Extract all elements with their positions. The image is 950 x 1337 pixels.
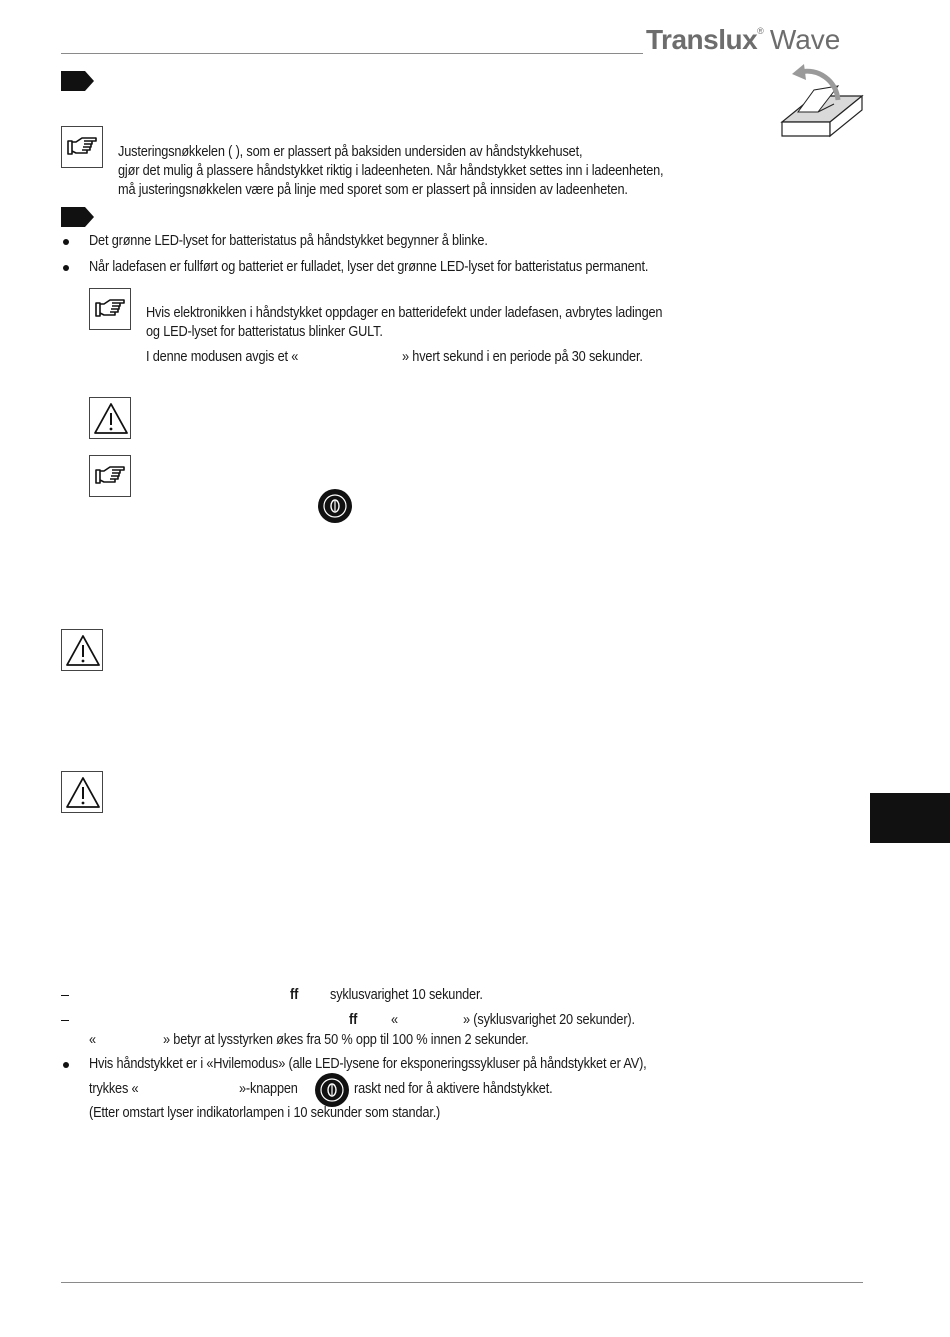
bullet-icon: [63, 265, 69, 271]
charging-bullet-2: Når ladefasen er fullført og batteriet er fulladet, lyser det grønne LED-lyset for batteristatus permanent.: [89, 259, 649, 275]
dash-icon: [61, 1020, 69, 1021]
mode-2-text: » (syklusvarighet 20 sekunder).: [463, 1012, 635, 1028]
brand-name: Translux: [646, 24, 758, 55]
mode-1-ff: ff: [290, 987, 299, 1003]
sleep-line-3: (Etter omstart lyser indikatorlampen i 10 sekunder som standar.): [89, 1105, 441, 1121]
brand-logo: [646, 24, 840, 56]
pointing-hand-icon: [89, 455, 131, 497]
note-key-line-3: må justeringsnøkkelen være på linje med sporet som er plassert på innsiden av ladeenheten.: [118, 182, 628, 198]
warning-triangle-icon: [61, 629, 103, 671]
bullet-icon: [63, 1062, 69, 1068]
section-marker-icon: [61, 207, 85, 227]
note-defect-line-3-start: I denne modusen avgis et «: [146, 349, 299, 365]
dash-icon: [61, 995, 69, 996]
sleep-line-2-start: trykkes «: [89, 1081, 139, 1097]
power-button-icon: [315, 1073, 349, 1107]
header-rule: [61, 53, 643, 54]
footer-rule: [61, 1282, 863, 1283]
bullet-icon: [63, 239, 69, 245]
brand-model: Wave: [769, 24, 841, 55]
charger-lid-icon: [778, 62, 868, 140]
sleep-line-2-mid: »-knappen: [239, 1081, 298, 1097]
note-defect-line-2: og LED-lyset for batteristatus blinker GULT.: [146, 324, 383, 340]
mode-2-sub-open-quote: «: [89, 1032, 96, 1048]
mode-2-sub-text: » betyr at lysstyrken økes fra 50 % opp til 100 % innen 2 sekunder.: [163, 1032, 529, 1048]
mode-2-open-quote: «: [391, 1012, 398, 1028]
sleep-line-1: Hvis håndstykket er i «Hvilemodus» (alle LED-lysene for eksponeringssykluser på håndstykket er AV),: [89, 1056, 647, 1072]
charging-bullet-1: Det grønne LED-lyset for batteristatus på håndstykket begynner å blinke.: [89, 233, 488, 249]
mode-2-ff: ff: [349, 1012, 358, 1028]
pointing-hand-icon: [89, 288, 131, 330]
note-defect-line-1: Hvis elektronikken i håndstykket oppdager en batteridefekt under ladefasen, avbrytes ladingen: [146, 305, 663, 321]
sleep-line-2-end: raskt ned for å aktivere håndstykket.: [354, 1081, 553, 1097]
note-key-line-1: Justeringsnøkkelen ( ), som er plassert på baksiden undersiden av håndstykkehuset,: [118, 144, 583, 160]
pointing-hand-icon: [61, 126, 103, 168]
warning-triangle-icon: [61, 771, 103, 813]
mode-1-text: syklusvarighet 10 sekunder.: [330, 987, 483, 1003]
language-tab: [870, 793, 950, 843]
section-marker-icon: [61, 71, 85, 91]
power-button-icon: [318, 489, 352, 523]
brand-registered-mark: ®: [757, 26, 764, 36]
note-key-line-2: gjør det mulig å plassere håndstykket riktig i ladeenheten. Når håndstykket settes inn i ladeenheten,: [118, 163, 664, 179]
warning-triangle-icon: [89, 397, 131, 439]
note-defect-line-3-end: » hvert sekund i en periode på 30 sekunder.: [402, 349, 643, 365]
